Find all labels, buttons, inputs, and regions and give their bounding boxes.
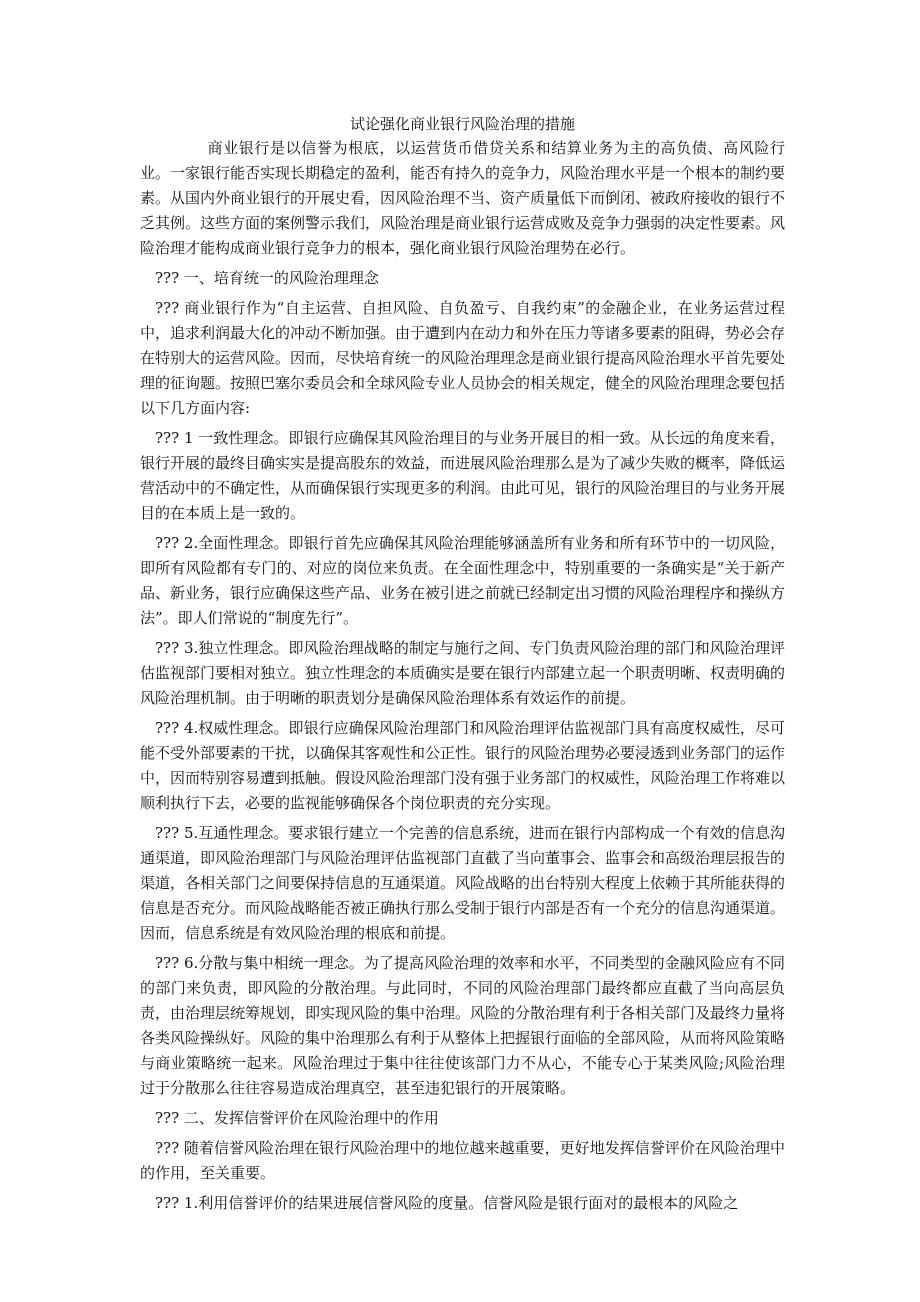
section-heading-1: ??? 一、培育统一的风险治理理念 [155,269,379,287]
paragraph: ??? 4.权威性理念。即银行应确保风险治理部门和风险治理评估监视部门具有高度权威性，尽可能不受外部要素的干扰，以确保其客观性和公正性。银行的风险治理势必要浸透到业务部门的运作中，因而特别容易遭到抵触。假设风险治理部门没有强于业务部门的权威性，风险治理工作将难以顺利执行下去，必要的监视能够确保各个岗位职责的充分实现。 [140,719,786,812]
paragraph: ??? 1 一致性理念。即银行应确保其风险治理目的与业务开展目的相一致。从长远的角度来看，银行开展的最终目确实实是提高股东的效益，而进展风险治理那么是为了减少失败的概率，降低运营活动中的不确定性，从而确保银行实现更多的利润。由此可见，银行的风险治理目的与业务开展目的在本质上是一致的。 [140,429,786,522]
document-page [140,112,785,1216]
paragraph: ??? 随着信誉风险治理在银行风险治理中的地位越来越重要，更好地发挥信誉评价在风险治理中的作用，至关重要。 [140,1139,785,1182]
paragraph: ??? 5.互通性理念。要求银行建立一个完善的信息系统，进而在银行内部构成一个有效的信息沟通渠道，即风险治理部门与风险治理评估监视部门直截了当向董事会、监事会和高级治理层报告的渠道，各相关部门之间要保持信息的互通渠道。风险战略的出台特别大程度上依赖于其所能获得的信息是否充分。而风险战略能否被正确执行那么受制于银行内部是否有一个充分的信息沟通渠道。因而，信息系统是有效风险治理的根底和前提。 [140,824,786,942]
intro-paragraph: 商业银行是以信誉为根底，以运营货币借贷关系和结算业务为主的高负债、高风险行业。一家银行能否实现长期稳定的盈利，能否有持久的竞争力，风险治理水平是一个根本的制约要素。从国内外商业银行的开展史看，因风险治理不当、资产质量低下而倒闭、被政府接收的银行不乏其例。这些方面的案例警示我们，风险治理是商业银行运营成败及竞争力强弱的决定性要素。风险治理才能构成商业银行竞争力的根本，强化商业银行风险治理势在必行。 [140,139,786,257]
paragraph: ??? 6.分散与集中相统一理念。为了提高风险治理的效率和水平，不同类型的金融风险应有不同的部门来负责，即风险的分散治理。与此同时，不同的风险治理部门最终都应直截了当向高层负责，由治理层统筹规划，即实现风险的集中治理。风险的分散治理有利于各相关部门及最终力量将各类风险操纵好。风险的集中治理那么有利于从整体上把握银行面临的全部风险，从而将风险策略与商业策略统一起来。风险治理过于集中往往使该部门力不从心，不能专心于某类风险;风险治理过于分散那么往往容易造成治理真空，甚至违犯银行的开展策略。 [140,954,786,1097]
section-heading-2: ??? 二、发挥信誉评价在风险治理中的作用 [155,1109,439,1127]
paragraph: ??? 2.全面性理念。即银行首先应确保其风险治理能够涵盖所有业务和所有环节中的一切风险，即所有风险都有专门的、对应的岗位来负责。在全面性理念中，特别重要的一条确实是“关于新产品、新业务，银行应确保这些产品、业务在被引进之前就已经制定出习惯的风险治理程序和操纵方法”。即人们常说的“制度先行”。 [140,534,786,627]
paragraph: ??? 3.独立性理念。即风险治理战略的制定与施行之间、专门负责风险治理的部门和风险治理评估监视部门要相对独立。独立性理念的本质确实是要在银行内部建立起一个职责明晰、权责明确的风险治理机制。由于明晰的职责划分是确保风险治理体系有效运作的前提。 [140,639,786,707]
paragraph: ??? 1.利用信誉评价的结果进展信誉风险的度量。信誉风险是银行面对的最根本的风险之 [155,1194,739,1212]
paragraph: ??? 商业银行作为“自主运营、自担风险、自负盈亏、自我约束”的金融企业，在业务运营过程中，追求利润最大化的冲动不断加强。由于遭到内在动力和外在压力等诸多要素的阻碍，势必会存在特别大的运营风险。因而，尽快培育统一的风险治理理念是商业银行提高风险治理水平首先要处理的征询题。按照巴塞尔委员会和全球风险专业人员协会的相关规定，健全的风险治理理念要包括以下几方面内容: [140,299,786,417]
document-title: 试论强化商业银行风险治理的措施 [349,115,575,133]
